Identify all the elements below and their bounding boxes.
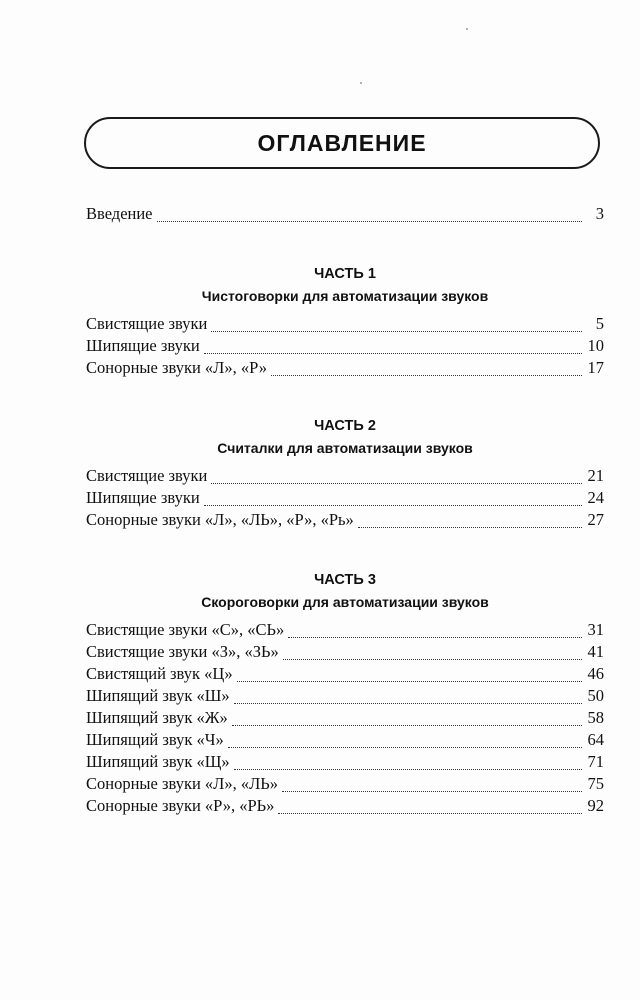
toc-entry-label: Шипящий звук «Ш» [86,686,230,705]
toc-entry-label: Введение [86,204,153,223]
dot-leader [211,330,582,332]
toc-entry-label: Сонорные звуки «Л», «ЛЬ», «Р», «Рь» [86,510,354,529]
toc-page-number: 46 [587,664,604,683]
toc-entry[interactable] [86,730,604,752]
dot-leader [237,680,582,682]
toc-page-number: 58 [587,708,604,727]
toc-page-number: 24 [587,488,604,507]
toc-entry[interactable] [86,752,604,774]
toc-entry-label: Сонорные звуки «Л», «Р» [86,358,267,377]
page-title: ОГЛАВЛЕНИЕ [257,129,427,156]
part-subtitle: Скороговорки для автоматизации звуков [201,594,489,610]
toc-page-number: 50 [587,686,604,705]
toc-page-number: 21 [587,466,604,485]
toc-entry-label: Сонорные звуки «Л», «ЛЬ» [86,774,279,793]
dot-leader [204,352,582,354]
toc-entry[interactable] [86,774,604,796]
toc-entry[interactable] [86,510,604,532]
toc-page-number: 10 [587,336,604,355]
toc-entry[interactable] [86,796,604,818]
dot-leader [204,504,582,506]
toc-entry[interactable] [86,708,604,730]
toc-page-number: 17 [587,358,604,377]
toc-entry[interactable] [86,488,604,510]
dot-leader [288,636,582,638]
toc-entry-label: Свистящие звуки «С», «СЬ» [86,620,285,639]
dot-leader [211,482,582,484]
dot-leader [282,790,582,792]
part-heading: ЧАСТЬ 3 [314,572,376,588]
toc-entry-label: Свистящие звуки «З», «ЗЬ» [86,642,279,661]
toc-entry[interactable] [86,642,604,664]
toc-entry[interactable] [86,664,604,686]
dot-leader [234,768,582,770]
toc-entry[interactable] [86,686,604,708]
toc-page-number: 31 [587,620,604,639]
dot-leader [271,374,582,376]
dot-leader [232,724,582,726]
part-subtitle: Считалки для автоматизации звуков [217,440,473,456]
toc-entry[interactable] [86,314,604,336]
print-speck [360,82,362,84]
toc-page-number: 75 [587,774,604,793]
dot-leader [157,220,582,222]
dot-leader [283,658,582,660]
toc-entry[interactable] [86,466,604,488]
toc-entry[interactable] [86,620,604,642]
toc-page-number: 5 [595,314,604,333]
toc-page-number: 27 [587,510,604,529]
dot-leader [234,702,582,704]
toc-entry-label: Свистящие звуки [86,466,208,485]
toc-page-number: 71 [587,752,604,771]
toc-page-number: 3 [595,204,604,223]
dot-leader [278,812,582,814]
toc-entry-label: Шипящий звук «Ч» [86,730,224,749]
toc-entry-label: Свистящий звук «Ц» [86,664,233,683]
toc-entry-label: Шипящий звук «Ж» [86,708,228,727]
toc-entry-label: Шипящий звук «Щ» [86,752,230,771]
toc-entry-label: Шипящие звуки [86,336,200,355]
print-speck [466,28,468,30]
dot-leader [228,746,582,748]
part-heading: ЧАСТЬ 2 [314,418,376,434]
toc-page-number: 64 [587,730,604,749]
toc-page-number: 92 [587,796,604,815]
title-frame [84,117,600,169]
toc-entry[interactable] [86,336,604,358]
toc-entry-label: Шипящие звуки [86,488,200,507]
toc-entry-label: Сонорные звуки «Р», «РЬ» [86,796,275,815]
toc-entry[interactable] [86,358,604,380]
toc-page-number: 41 [587,642,604,661]
toc-entry-intro[interactable] [86,204,604,226]
dot-leader [358,526,582,528]
part-subtitle: Чистоговорки для автоматизации звуков [201,288,489,304]
toc-entry-label: Свистящие звуки [86,314,208,333]
part-heading: ЧАСТЬ 1 [314,266,376,282]
